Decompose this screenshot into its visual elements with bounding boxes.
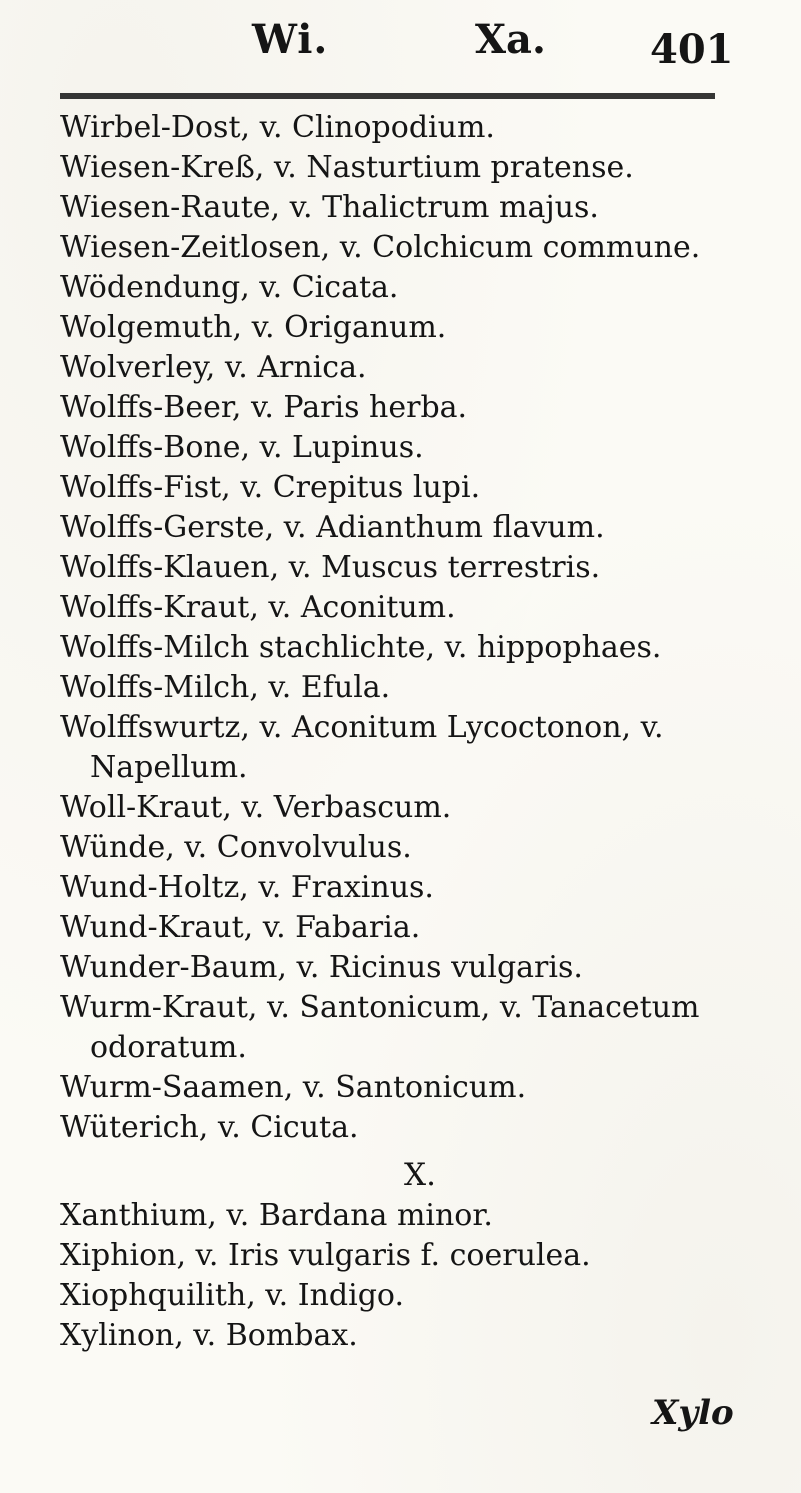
entry: Wolffs-Klauen, v. Muscus terrestris. (60, 550, 601, 585)
entry: Wolffs-Milch stachlichte, v. hippophaes. (60, 630, 662, 665)
entry: Wolffs-Gerste, v. Adianthum flavum. (60, 510, 605, 545)
page-header (0, 8, 801, 78)
entry: Wolffs-Kraut, v. Aconitum. (60, 590, 456, 625)
entry: Wolffs-Beer, v. Paris herba. (60, 390, 468, 425)
entry: Xylinon, v. Bombax. (60, 1318, 358, 1353)
header-center-guide: Xa. (475, 16, 546, 63)
entry: Xanthium, v. Bardana minor. (60, 1198, 493, 1233)
entry: Wolgemuth, v. Origanum. (60, 310, 447, 345)
entry: Wolffs-Fist, v. Crepitus lupi. (60, 470, 481, 505)
entry: Xiophquilith, v. Indigo. (60, 1278, 405, 1313)
entry: Wolffs-Milch, v. Efula. (60, 670, 391, 705)
entry: Wolffswurtz, v. Aconitum Lycoctonon, v. Napellum. (60, 710, 664, 785)
page-number: 401 (650, 26, 734, 73)
entry: Wurm-Kraut, v. Santonicum, v. Tanacetum odoratum. (60, 990, 700, 1065)
header-rule (60, 93, 715, 99)
catchword: Xylo (652, 1393, 734, 1433)
entry: Wirbel-Dost, v. Clinopodium. (60, 110, 495, 145)
entry: Wödendung, v. Cicata. (60, 270, 399, 305)
entry: Wurm-Saamen, v. Santonicum. (60, 1070, 527, 1105)
section-heading-x: X. (404, 1157, 436, 1193)
entry: Xiphion, v. Iris vulgaris f. coerulea. (60, 1238, 591, 1273)
dictionary-entries (60, 108, 780, 1356)
entry: Wiesen-Zeitlosen, v. Colchicum commune. (60, 230, 701, 265)
entry: Wolverley, v. Arnica. (60, 350, 367, 385)
entry: Woll-Kraut, v. Verbascum. (60, 790, 452, 825)
entry: Wünde, v. Convolvulus. (60, 830, 412, 865)
header-left-guide: Wi. (252, 16, 329, 63)
entry: Wund-Holtz, v. Fraxinus. (60, 870, 434, 905)
entry: Wunder-Baum, v. Ricinus vulgaris. (60, 950, 583, 985)
entry: Wiesen-Raute, v. Thalictrum majus. (60, 190, 599, 225)
entry: Wüterich, v. Cicuta. (60, 1110, 359, 1145)
entry: Wund-Kraut, v. Fabaria. (60, 910, 421, 945)
entry: Wiesen-Kreß, v. Nasturtium pratense. (60, 150, 634, 185)
entry: Wolffs-Bone, v. Lupinus. (60, 430, 424, 465)
